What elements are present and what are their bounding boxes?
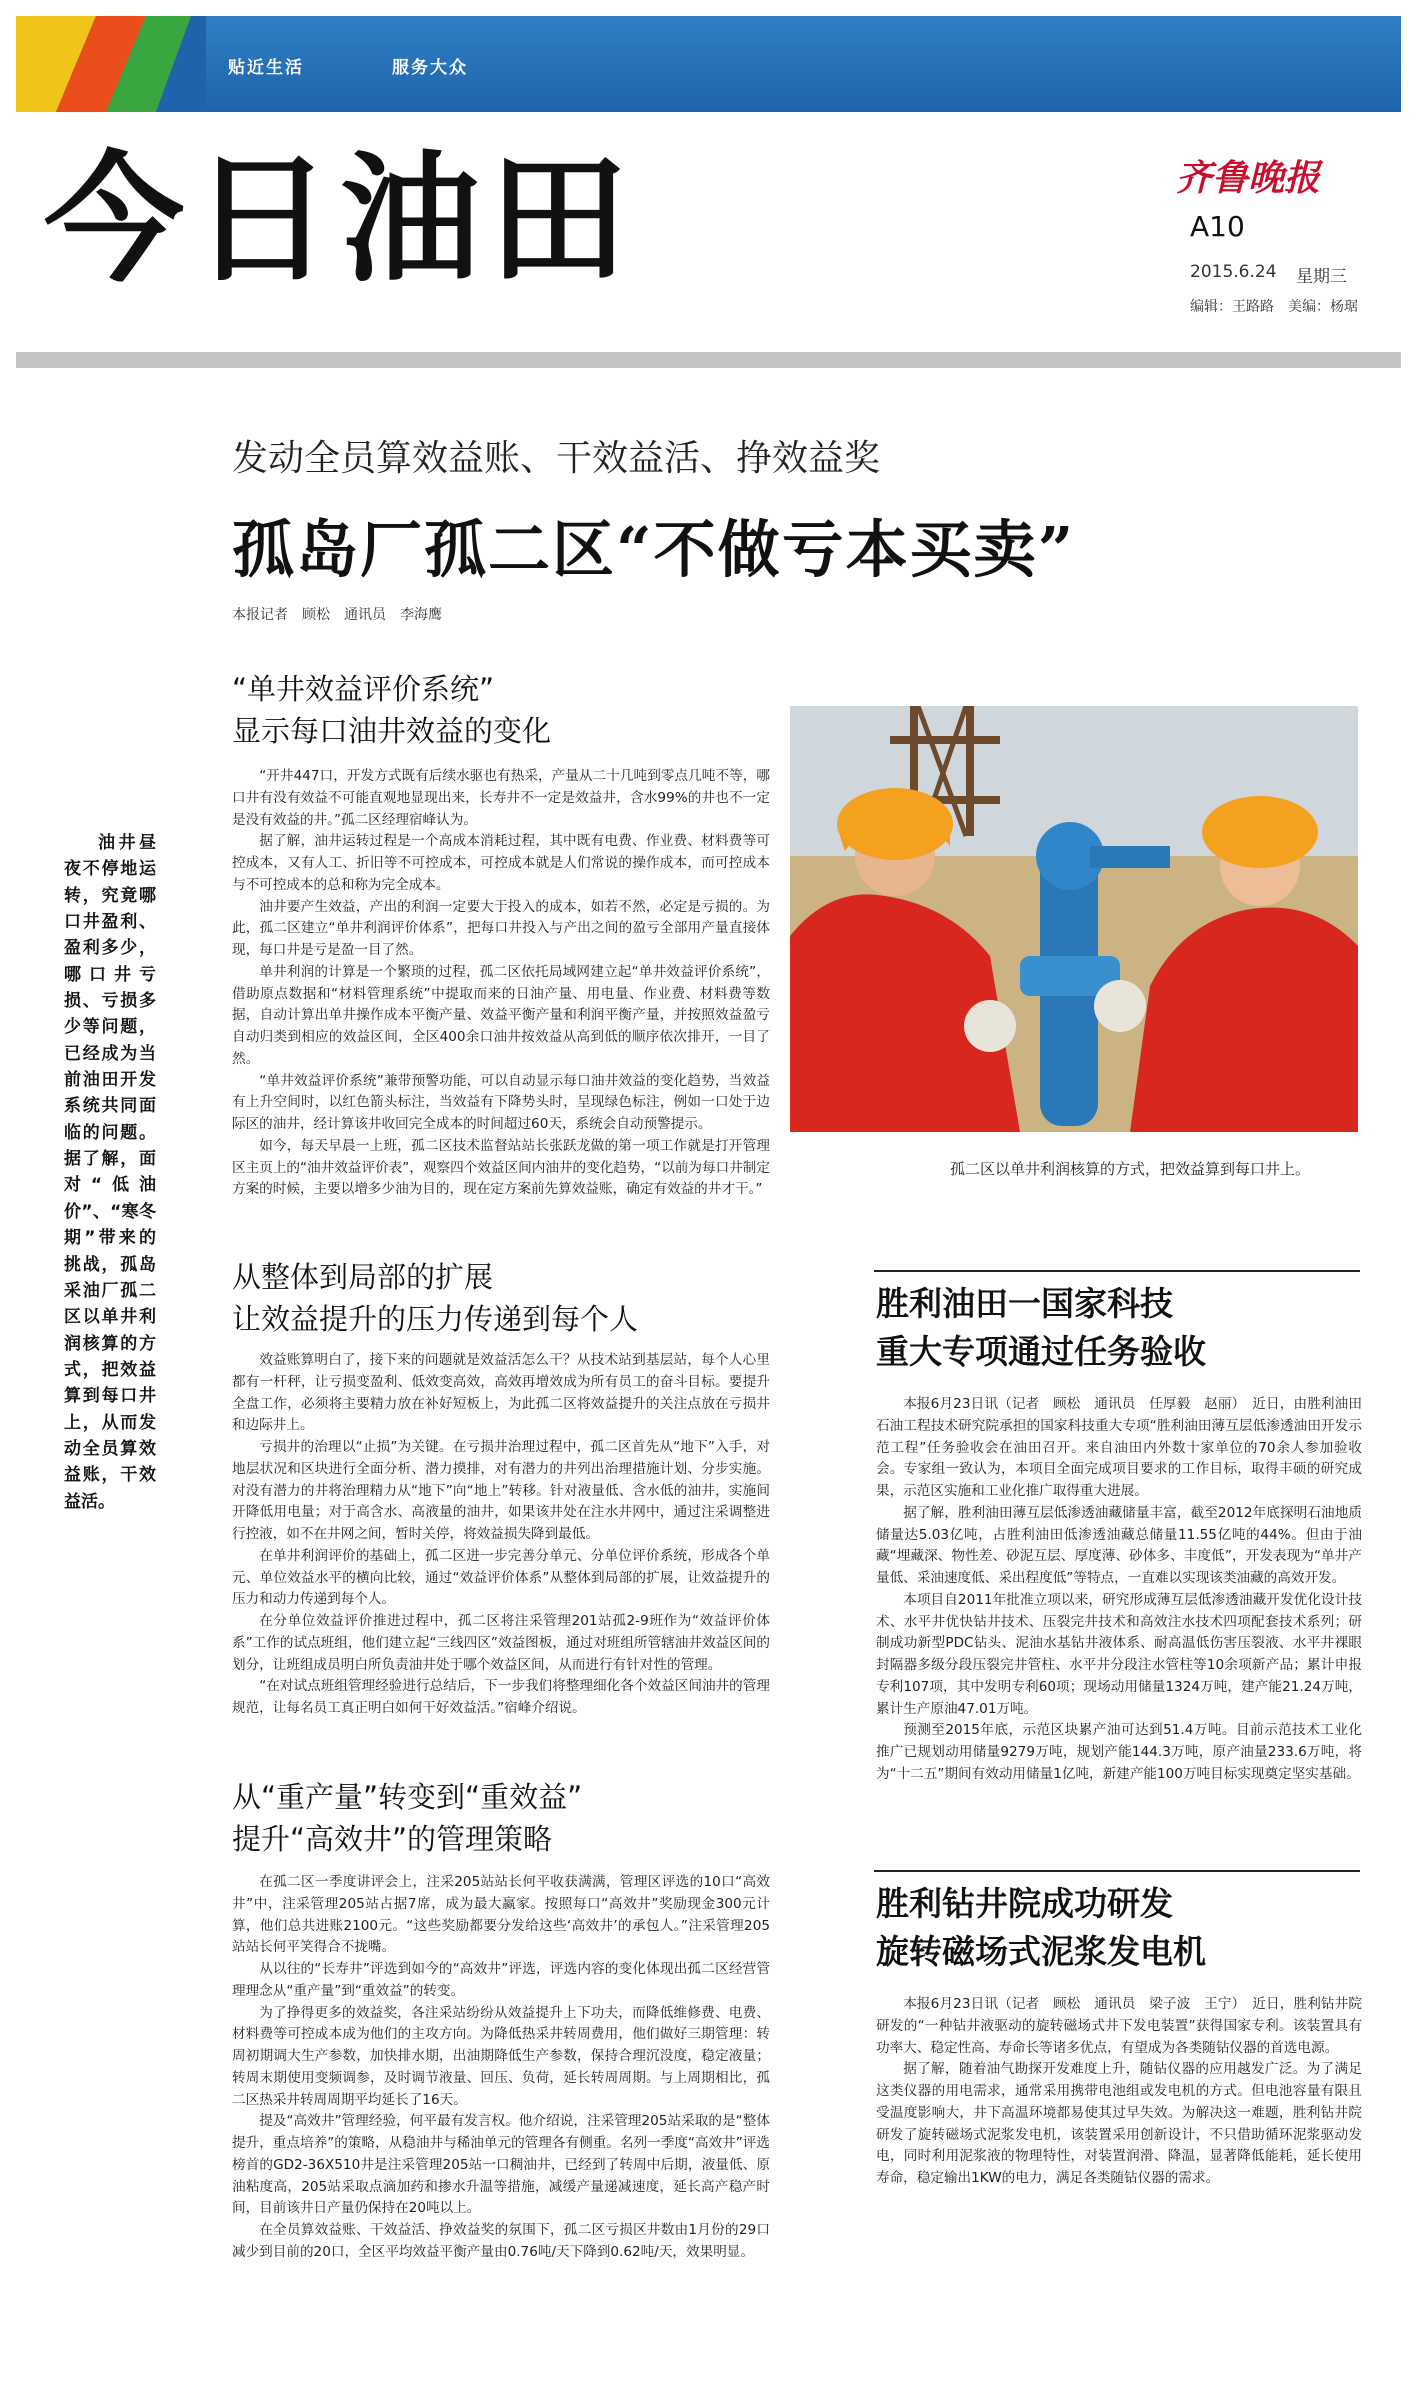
paragraph: 据了解，随着油气勘探开发难度上升，随钻仪器的应用越发广泛。为了满足这类仪器的用电需求，通常采用携带电池组或发电机的方式。但电池容量有限且受温度影响大，井下高温环境都易使其过早失效。为解决这一难题，胜利钻井院研发了旋转磁场式泥浆发电机，该装置采用创新设计，不只借助循环泥浆驱动发电，同时利用泥浆液的物理特性，对装置润滑、降温，显著降低能耗，延长使用寿命，稳定输出1KW的电力，满足各类随钻仪器的需求。 [876, 2061, 1362, 2186]
paragraph: 提及“高效井”管理经验，何平最有发言权。他介绍说，注采管理205站采取的是“整体提升，重点培养”的策略，从稳油井与稀油单元的管理各有侧重。名列一季度“高效井”评选榜首的GD2-36X510井是注采管理205站一口稠油井，已经到了转周中后期，液量低、原油粘度高，205站采取点滴加药和掺水升温等措施，减缓产量递减速度，延长高产稳产时间，目前该井日产量仍保持在20吨以上。 [232, 2113, 770, 2217]
section3-heading [232, 1776, 770, 1860]
article3-top-rule [874, 1870, 1360, 1872]
paragraph: 在孤二区一季度讲评会上，注采205站站长何平收获满满，管理区评选的10口“高效井”中，注采管理205站占据7席，成为最大赢家。按照每口“高效井”奖励现金300元计算，他们总共进账2100元。“这些奖励都要分发给这些‘高效井’的承包人。”注采管理205站站长何平笑得合不拢嘴。 [232, 1874, 770, 1956]
paragraph: 在分单位效益评价推进过程中，孤二区将注采管理201站孤2-9班作为“效益评价体系”工作的试点班组，他们建立起“三线四区”效益图板，通过对班组所管辖油井效益区间的划分，让班组成员明白所负责油井处于哪个效益区间，从而进行有针对性的管理。 [232, 1613, 770, 1673]
newspaper-name: 齐鲁晚报 [1176, 157, 1321, 199]
paragraph: 据了解，胜利油田薄互层低渗透油藏储量丰富，截至2012年底探明石油地质储量达5.03亿吨，占胜利油田低渗透油藏总储量11.55亿吨的44%。但由于油藏“埋藏深、物性差、砂泥互层、厚度薄、砂体多、丰度低”，开发表现为“单井产量低、采油速度低、采出程度低”等特点，一直难以实现该类油藏的高效开发。 [876, 1504, 1362, 1586]
article2-title-line1: 胜利油田一国家科技 [876, 1284, 1173, 1323]
paragraph: 从以往的“长寿井”评选到如今的“高效井”评选，评选内容的变化体现出孤二区经营管理理念从“重产量”到“重效益”的转变。 [232, 1961, 770, 1999]
article3-title-line2: 旋转磁场式泥浆发电机 [876, 1931, 1206, 1971]
paragraph: 为了挣得更多的效益奖，各注采站纷纷从效益提升上下功夫，而降低维修费、电费、材料费等可控成本成为他们的主攻方向。为降低热采井转周费用，他们做好三期管理：转周初期调大生产参数，加快排水期，出油期降低生产参数，保持合理沉没度，稳定液量；转周末期使用变频调参，及时调节液量、回压、负荷，延长转周周期。与上周期相比，孤二区热采井转周周期平均延长了16天。 [232, 2004, 770, 2108]
article3-title [876, 1880, 1362, 1976]
section2-heading [232, 1256, 770, 1340]
page-number: A10 [1190, 210, 1245, 243]
paragraph: 本报6月23日讯（记者 顾松 通讯员 任厚毅 赵丽） 近日，由胜利油田石油工程技术研究院承担的国家科技重大专项“胜利油田薄互层低渗透油田开发示范工程”任务验收会在油田召开。来自油田内外数十家单位的70余人参加验收会。专家组一致认为，本项目全面完成项目要求的工作目标，取得丰硕的研究成果，示范区实施和工业化推广取得重大进展。 [876, 1396, 1362, 1499]
paragraph: 亏损井的治理以“止损”为关键。在亏损井治理过程中，孤二区首先从“地下”入手，对地层状况和区块进行全面分析、潜力摸排，对有潜力的井列出治理措施计划、分步实施。对没有潜力的井将治理精力从“地下”向“地上”转移。针对液量低、含水低的油井，实施间开降低用电量；对于高含水、高液量的油井，如果该井处在注水井网中，通过注采调整进行控液，如不在井网之间，暂时关停，将效益损失降到最低。 [232, 1439, 770, 1542]
main-byline: 本报记者 顾松 通讯员 李海鹰 [232, 607, 442, 623]
section2-heading-line2: 让效益提升的压力传递到每个人 [232, 1302, 639, 1337]
paragraph: 如今，每天早晨一上班，孤二区技术监督站站长张跃龙做的第一项工作就是打开管理区主页上的“油井效益评价表”，观察四个效益区间内油井的变化趋势，“以前为每口井制定方案的时候，主要以增多少油为目的，现在定方案前先算效益账，确定有效益的井才干。” [232, 1137, 770, 1198]
paragraph: “开井447口，开发方式既有后续水驱也有热采，产量从二十几吨到零点几吨不等，哪口井有没有效益不可能直观地显现出来，长寿井不一定是效益井，含水99%的井也不一定是没有效益的井。”孤二区经理宿峰认为。 [232, 768, 770, 828]
paragraph: 效益账算明白了，接下来的问题就是效益活怎么干？从技术站到基层站，每个人心里都有一杆秤，让亏损变盈利、低效变高效，高效再增效成为所有员工的奋斗目标。要提升全盘工作，必须将主要精力放在补好短板上，为此孤二区将效益提升的关注点放在亏损井和边际井上。 [232, 1352, 770, 1434]
article3-title-line1: 胜利钻井院成功研发 [876, 1884, 1173, 1923]
paragraph: “单井效益评价系统”兼带预警功能，可以自动显示每口油井效益的变化趋势，当效益有上升空间时，以红色箭头标注，当效益有下降势头时，呈现绿色标注，例如一口处于边际区的油井，经计算该井收回完全成本的时间超过60天，系统会自动预警提示。 [232, 1072, 770, 1132]
lead-text: 油井昼夜不停地运转，究竟哪口井盈利、盈利多少，哪口井亏损、亏损多少等问题，已经成为当前油田开发系统共同面临的问题。据了解，面对“低油价”、“寒冬期”带来的挑战，孤岛采油厂孤二区以单井利润核算的方式，把效益算到每口井上，从而发动全员算效益账，干效益活。 [64, 833, 156, 1512]
article2-title [876, 1280, 1362, 1376]
slogan-service: 服务大众 [392, 58, 468, 78]
paragraph: 油井要产生效益，产出的利润一定要大于投入的成本，如若不然，必定是亏损的。为此，孤二区建立“单井利润评价体系”，把每口井投入与产出之间的盈亏全部用产量直接体现，每口井是亏是盈一目了然。 [232, 898, 770, 958]
article3-body [876, 1994, 1362, 2190]
header-divider [16, 352, 1401, 368]
section1-heading [232, 668, 752, 752]
news-photo [790, 706, 1358, 1132]
article2-body [876, 1394, 1362, 1786]
paragraph: 在单井利润评价的基础上，孤二区进一步完善分单元、分单位评价系统，形成各个单元、单位效益水平的横向比较，通过“效益评价体系”从整体到局部的扩展，让效益提升的压力和动力传递到每个人。 [232, 1547, 770, 1608]
section2-body [232, 1350, 770, 1720]
paragraph: 据了解，油井运转过程是一个高成本消耗过程，其中既有电费、作业费、材料费等可控成本，又有人工、折旧等不可控成本，可控成本就是人们常说的操作成本，而可控成本与不可控成本的总和称为完全成本。 [232, 833, 770, 893]
section-logo [16, 16, 206, 112]
top-banner [16, 16, 1401, 112]
paragraph: 本报6月23日讯（记者 顾松 通讯员 梁子波 王宁） 近日，胜利钻井院研发的“一种钻井液驱动的旋转磁场式井下发电装置”获得国家专利。该装置具有功率大、稳定性高、寿命长等诸多优点，有望成为各类随钻仪器的首选电源。 [876, 1996, 1362, 2056]
paragraph: 预测至2015年底，示范区块累产油可达到51.4万吨。目前示范技术工业化推广已规划动用储量9279万吨，规划产能144.3万吨，原产油量233.6万吨，将为“十二五”期间有效动用储量1亿吨，新建产能100万吨目标实现奠定坚实基础。 [876, 1722, 1362, 1782]
paragraph: 本项目自2011年批准立项以来，研究形成薄互层低渗透油藏开发优化设计技术、水平井优快钻井技术、压裂完井技术和高效注水技术四项配套技术系列；研制成功新型PDC钻头、泥油水基钻井液体系、耐高温低伤害压裂液、水平井裸眼封隔器多级分段压裂完井管柱、水平井分段注水管柱等10余项新产品；累计申报专利107项，其中发明专利60项；现场动用储量1324万吨，建产能21.24万吨，累计生产原油47.01万吨。 [876, 1591, 1362, 1717]
section3-heading-line1: 从“重产量”转变到“重效益” [232, 1780, 583, 1814]
section1-body [232, 766, 770, 1201]
photo-caption: 孤二区以单井利润核算的方式，把效益算到每口井上。 [950, 1160, 1311, 1178]
section3-body [232, 1872, 770, 2264]
lead-sidebar [64, 830, 156, 1515]
oil-workers-illustration [790, 706, 1358, 1132]
section1-heading-line1: “单井效益评价系统” [232, 672, 495, 706]
issue-weekday: 星期三 [1296, 267, 1347, 287]
main-headline: 孤岛厂孤二区“不做亏本买卖” [232, 513, 1076, 586]
section1-heading-line2: 显示每口油井效益的变化 [232, 714, 552, 749]
slogan-life: 贴近生活 [228, 58, 304, 78]
editor-credits: 编辑：王路路 美编：杨琚 [1190, 299, 1358, 315]
article2-top-rule [874, 1270, 1360, 1272]
color-swoosh-logo [16, 16, 206, 112]
issue-date: 2015.6.24 [1190, 262, 1277, 282]
paragraph: 在全员算效益账、干效益活、挣效益奖的氛围下，孤二区亏损区井数由1月份的29口减少到目前的20口，全区平均效益平衡产量由0.76吨/天下降到0.62吨/天，效果明显。 [232, 2222, 770, 2260]
main-kicker: 发动全员算效益账、干效益活、挣效益奖 [232, 438, 881, 479]
paragraph: “在对试点班组管理经验进行总结后，下一步我们将整理细化各个效益区间油井的管理规范，让每名员工真正明白如何干好效益活。”宿峰介绍说。 [232, 1678, 770, 1716]
section-title: 今日油田 [44, 138, 637, 302]
article2-title-line2: 重大专项通过任务验收 [876, 1331, 1206, 1371]
section3-heading-line2: 提升“高效井”的管理策略 [232, 1822, 553, 1857]
section2-heading-line1: 从整体到局部的扩展 [232, 1260, 494, 1294]
paragraph: 单井利润的计算是一个繁琐的过程，孤二区依托局域网建立起“单井效益评价系统”，借助原点数据和“材料管理系统”中提取而来的日油产量、用电量、作业费、材料费等数据，自动计算出单井操作成本平衡产量、效益平衡产量和利润平衡产量，并按照效益盈亏自动归类到相应的效益区间，全区400余口油井按效益从高到低的顺序依次排开，一目了然。 [232, 963, 770, 1067]
